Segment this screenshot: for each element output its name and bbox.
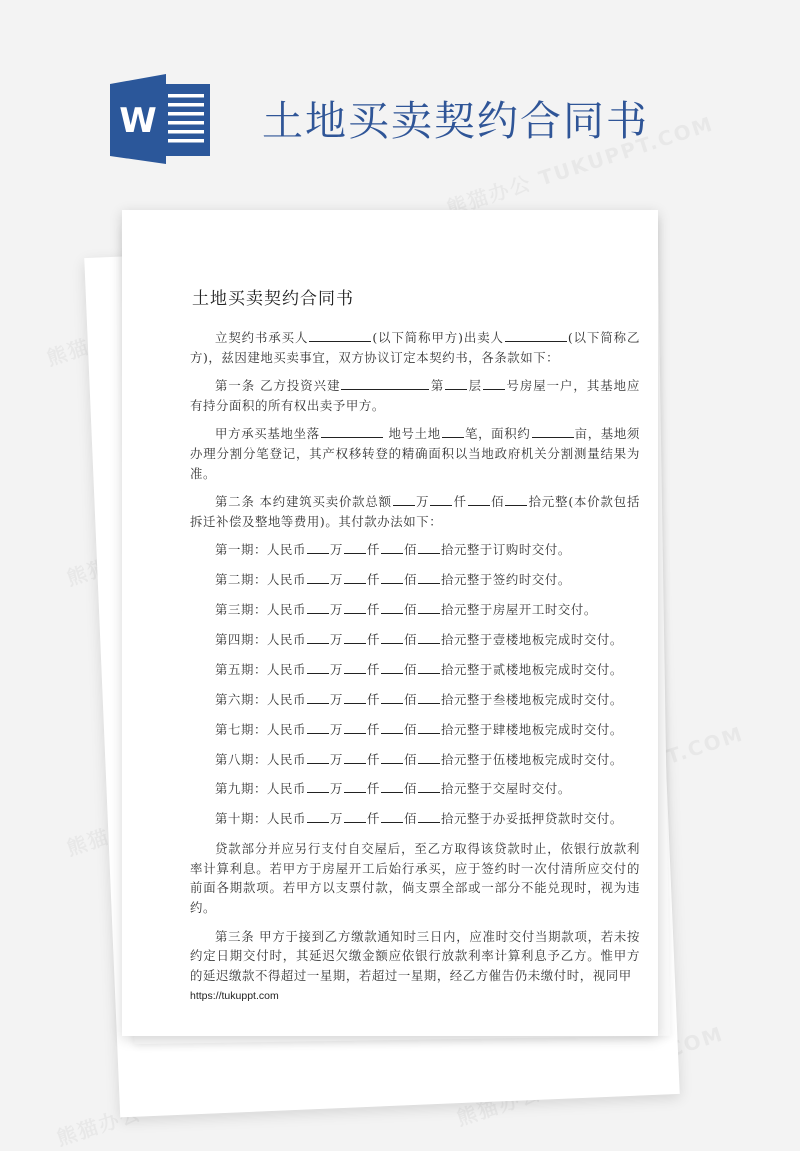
svg-text:W: W: [119, 101, 157, 141]
payment-row: [190, 660, 640, 680]
period-label: 第九期: [215, 781, 254, 797]
blank-field[interactable]: [344, 721, 366, 734]
text: ：人民币: [253, 721, 306, 737]
blank-field[interactable]: [483, 377, 505, 390]
blank-field[interactable]: [307, 541, 329, 554]
banner: [0, 0, 800, 200]
payment-row: [190, 630, 640, 650]
land-paragraph: [190, 424, 640, 483]
text: 万: [415, 494, 430, 510]
payment-schedule: [190, 540, 640, 829]
blank-field[interactable]: [430, 493, 452, 506]
text: 第一条 乙方投资兴建: [215, 378, 341, 394]
blank-field[interactable]: [344, 661, 366, 674]
text: 拾元整于办妥抵押贷款时交付。: [440, 811, 623, 827]
text: ：人民币: [253, 542, 306, 558]
blank-field[interactable]: [381, 810, 403, 823]
blank-field[interactable]: [307, 780, 329, 793]
intro-paragraph: [190, 328, 640, 367]
text: 仟: [366, 721, 380, 737]
blank-field[interactable]: [307, 721, 329, 734]
period-label: 第八期: [215, 751, 254, 767]
blank-field[interactable]: [344, 810, 366, 823]
text: 佰: [403, 691, 417, 707]
blank-field[interactable]: [344, 541, 366, 554]
article-1: [190, 376, 640, 415]
text: 立契约书承买人: [215, 330, 309, 345]
text: 层: [468, 378, 483, 394]
blank-field[interactable]: [418, 571, 440, 584]
text: 万: [329, 691, 343, 707]
text: 万: [329, 811, 343, 827]
period-label: 第五期: [215, 661, 254, 677]
period-label: 第六期: [215, 691, 254, 707]
text: 佰: [403, 721, 417, 737]
text: ：人民币: [253, 661, 306, 677]
text: ：人民币: [253, 632, 306, 648]
blank-field[interactable]: [418, 601, 440, 614]
text: 甲方承买基地坐落: [215, 426, 320, 442]
period-label: 第二期: [215, 572, 254, 588]
text: 佰: [403, 632, 417, 648]
text: 佰: [403, 751, 417, 767]
text: ：人民币: [253, 751, 306, 767]
text: 万: [329, 661, 343, 677]
text: (以下简称乙方)，兹因建地买卖事宜，双方协议订定本契约书，各条款如下：: [190, 330, 641, 365]
text: 佰: [403, 811, 417, 827]
text: 仟: [366, 811, 380, 827]
blank-field[interactable]: [307, 631, 329, 644]
payment-row: [190, 540, 640, 560]
text: 仟: [366, 661, 380, 677]
text: 万: [329, 602, 343, 618]
text: (以下简称甲方)出卖人: [372, 330, 504, 345]
text: 第二条 本约建筑买卖价款总额: [215, 494, 392, 510]
text: 笔，面积约: [464, 426, 531, 442]
text: 万: [329, 632, 343, 648]
article-2: [190, 492, 640, 531]
text: 佰: [403, 542, 417, 558]
blank-field[interactable]: [307, 601, 329, 614]
payment-row: [190, 600, 640, 620]
text: 拾元整于交屋时交付。: [440, 781, 571, 797]
blank-field[interactable]: [393, 493, 415, 506]
text: 亩，基地须办理分割分笔登记，其产权移转登的精确面积以当地政府机关分割测量结果为准。: [190, 426, 641, 481]
text: 仟: [366, 572, 380, 588]
document-page: [122, 210, 658, 1036]
blank-field[interactable]: [381, 541, 403, 554]
period-label: 第十期: [215, 811, 254, 827]
blank-field[interactable]: [344, 751, 366, 764]
payment-row: [190, 750, 640, 770]
blank-field[interactable]: [344, 601, 366, 614]
blank-field[interactable]: [381, 601, 403, 614]
blank-field[interactable]: [344, 631, 366, 644]
blank-field[interactable]: [341, 377, 429, 390]
text: 万: [329, 572, 343, 588]
text: 拾元整于房屋开工时交付。: [440, 602, 597, 618]
blank-field[interactable]: [381, 661, 403, 674]
payment-row: [190, 570, 640, 590]
text: 拾元整于肆楼地板完成时交付。: [440, 721, 623, 737]
period-label: 第三期: [215, 602, 254, 618]
document-body: [190, 328, 640, 994]
text: 佰: [403, 602, 417, 618]
blank-field[interactable]: [381, 571, 403, 584]
text: 拾元整于壹楼地板完成时交付。: [440, 632, 623, 648]
text: 万: [329, 781, 343, 797]
text: 地号土地: [383, 426, 441, 442]
blank-field[interactable]: [381, 721, 403, 734]
document-title: 土地买卖契约合同书: [192, 289, 354, 309]
text: 第: [430, 378, 445, 394]
word-icon: [110, 74, 212, 164]
blank-field[interactable]: [532, 425, 574, 438]
blank-field[interactable]: [442, 425, 464, 438]
blank-field[interactable]: [418, 810, 440, 823]
blank-field[interactable]: [307, 571, 329, 584]
blank-field[interactable]: [418, 721, 440, 734]
footer-url[interactable]: https://tukuppt.com: [190, 990, 279, 1002]
loan-paragraph: 贷款部分并应另行支付自交屋后，至乙方取得该贷款时止，依银行放款利率计算利息。若甲方于房屋开工后始行承买，应于签约时一次付清所应交付的前面各期款项。若甲方以支票付款，倘支票全部或一部分不能兑现时，视为违约。: [190, 841, 640, 916]
blank-field[interactable]: [418, 541, 440, 554]
blank-field[interactable]: [505, 329, 567, 342]
blank-field[interactable]: [307, 810, 329, 823]
blank-field[interactable]: [309, 329, 371, 342]
text: 仟: [366, 691, 380, 707]
text: 拾元整(本价款包括拆迁补偿及整地等费用)。其付款办法如下：: [190, 494, 641, 529]
text: 仟: [453, 494, 467, 510]
blank-field[interactable]: [418, 631, 440, 644]
blank-field[interactable]: [468, 493, 490, 506]
text: 仟: [366, 751, 380, 767]
payment-row: [190, 779, 640, 799]
blank-field[interactable]: [381, 780, 403, 793]
text: 佰: [403, 781, 417, 797]
text: 拾元整于签约时交付。: [440, 572, 571, 588]
text: 仟: [366, 632, 380, 648]
text: 拾元整于伍楼地板完成时交付。: [440, 751, 623, 767]
blank-field[interactable]: [344, 691, 366, 704]
text: 拾元整于叁楼地板完成时交付。: [440, 691, 623, 707]
payment-row: [190, 809, 640, 829]
text: 拾元整于贰楼地板完成时交付。: [440, 661, 623, 677]
blank-field[interactable]: [344, 571, 366, 584]
text: ：人民币: [253, 691, 306, 707]
period-label: 第一期: [215, 542, 254, 558]
text: 佰: [490, 494, 505, 510]
text: ：人民币: [253, 781, 306, 797]
blank-field[interactable]: [418, 661, 440, 674]
blank-field[interactable]: [445, 377, 467, 390]
blank-field[interactable]: [344, 780, 366, 793]
text: 仟: [366, 542, 380, 558]
text: 佰: [403, 661, 417, 677]
text: 万: [329, 721, 343, 737]
blank-field[interactable]: [321, 425, 383, 438]
text: 万: [329, 542, 343, 558]
text: 万: [329, 751, 343, 767]
article-3: 第三条 甲方于接到乙方缴款通知时三日内，应准时交付当期款项，若未按约定日期交付时，其延迟欠缴金额应依银行放款利率计算利息予乙方。惟甲方的延迟缴款不得超过一星期，若超过一星期，经乙方催告仍未缴付时，视同甲: [190, 928, 640, 983]
blank-field[interactable]: [418, 691, 440, 704]
payment-row: [190, 690, 640, 710]
text: 仟: [366, 602, 380, 618]
text: 号房屋一户，其基地应有持分面积的所有权出卖予甲方。: [190, 378, 640, 413]
period-label: 第七期: [215, 721, 254, 737]
blank-field[interactable]: [307, 691, 329, 704]
blank-field[interactable]: [381, 751, 403, 764]
period-label: 第四期: [215, 632, 254, 648]
text: ：人民币: [253, 811, 306, 827]
blank-field[interactable]: [307, 661, 329, 674]
blank-field[interactable]: [381, 691, 403, 704]
blank-field[interactable]: [418, 751, 440, 764]
text: 仟: [366, 781, 380, 797]
payment-row: [190, 720, 640, 740]
blank-field[interactable]: [381, 631, 403, 644]
text: ：人民币: [253, 602, 306, 618]
blank-field[interactable]: [418, 780, 440, 793]
banner-title: 土地买卖契约合同书: [262, 97, 649, 145]
text: 佰: [403, 572, 417, 588]
text: 拾元整于订购时交付。: [440, 542, 571, 558]
text: ：人民币: [253, 572, 306, 588]
blank-field[interactable]: [505, 493, 527, 506]
blank-field[interactable]: [307, 751, 329, 764]
